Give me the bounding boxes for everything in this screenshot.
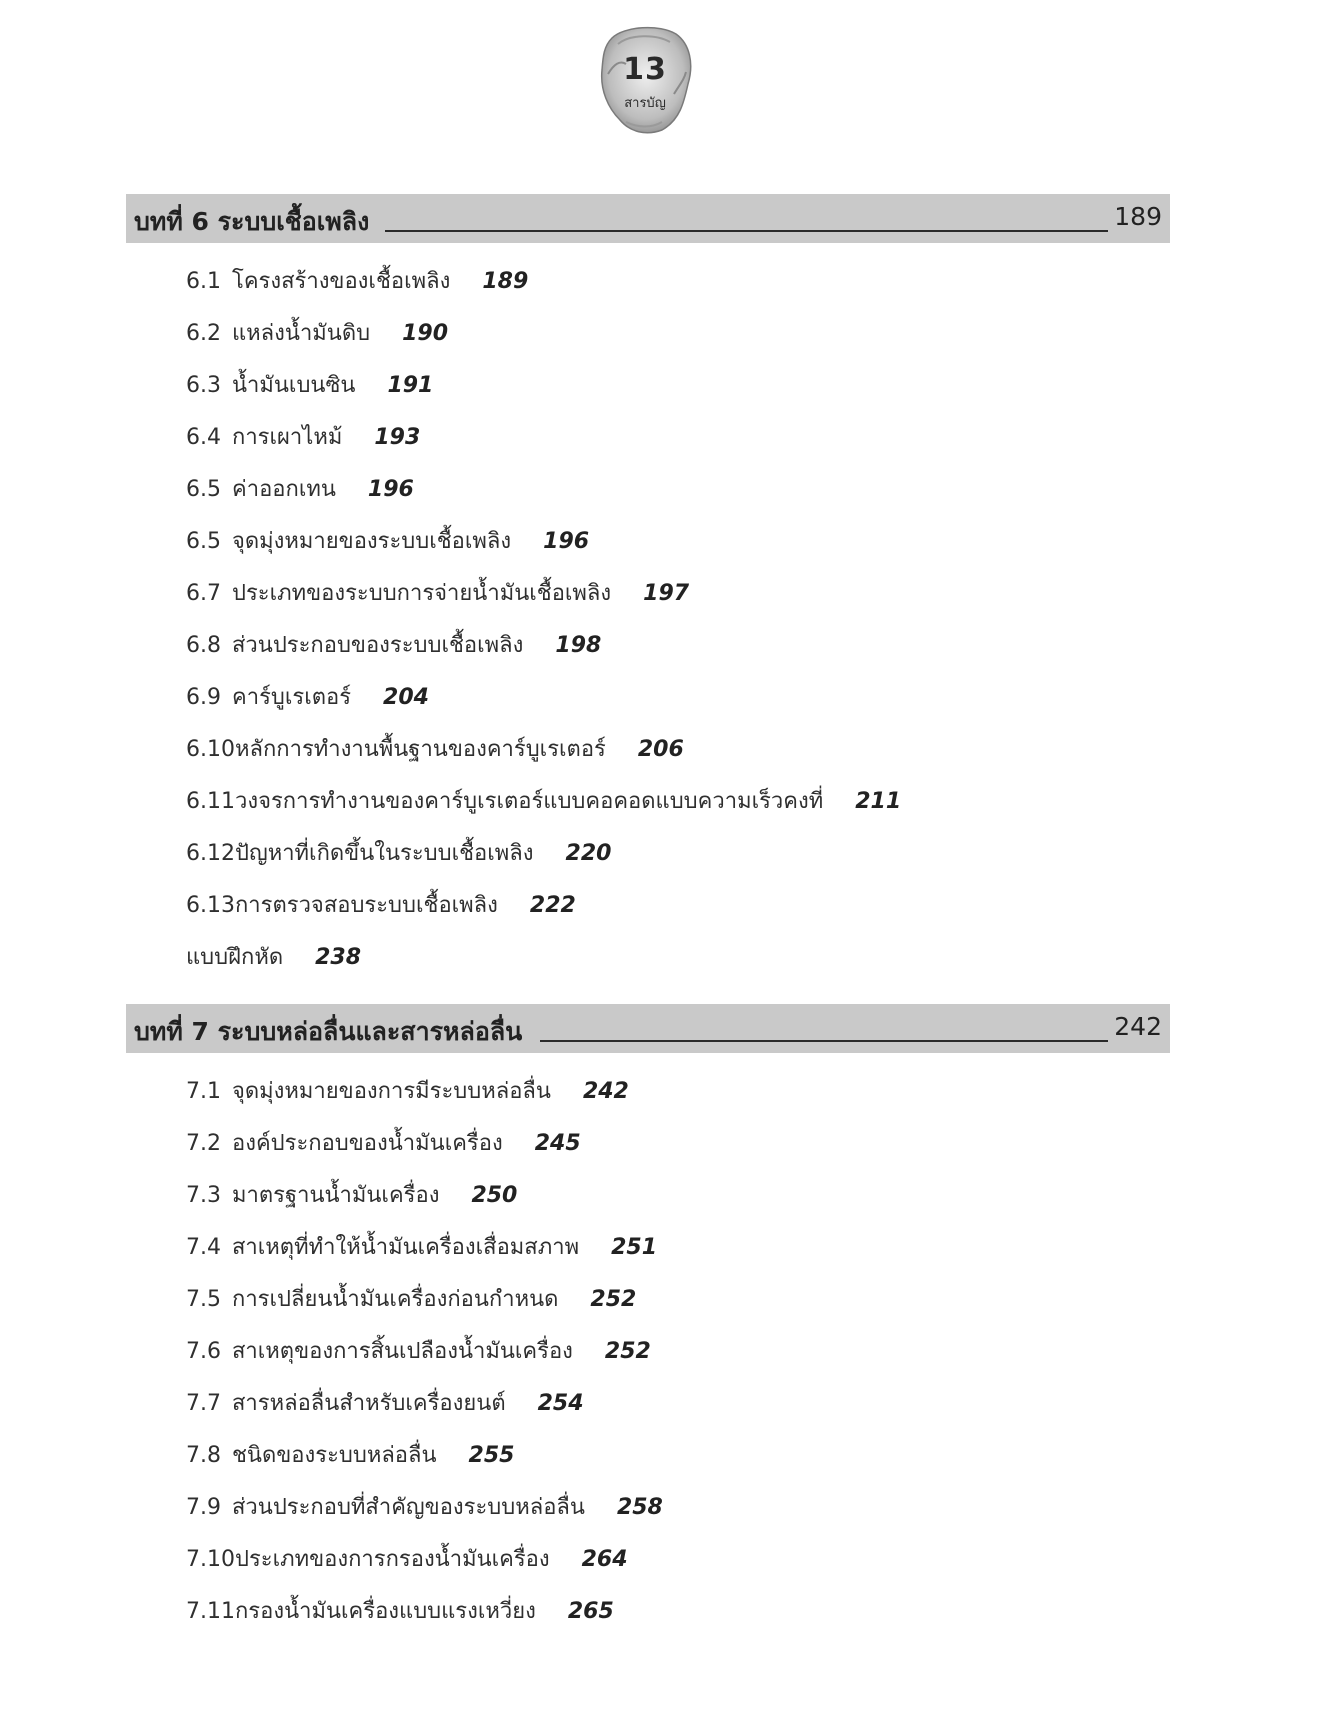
entry-page: 196	[367, 477, 414, 502]
toc-entry[interactable]	[186, 880, 901, 932]
toc-entry[interactable]	[186, 672, 901, 724]
entry-number: 6.7	[186, 581, 221, 606]
entry-page: 250	[471, 1183, 518, 1208]
toc-entry[interactable]	[186, 776, 901, 828]
entry-page: 204	[383, 685, 429, 710]
entry-title: สาเหตุที่ทำให้น้ำมันเครื่องเสื่อมสภาพ	[232, 1235, 580, 1260]
entry-number: 7.9	[186, 1495, 221, 1520]
chapter-header	[126, 194, 1170, 243]
toc-entry[interactable]	[186, 1482, 663, 1534]
entry-title: หลักการทำงานพื้นฐานของคาร์บูเรเตอร์	[234, 737, 606, 762]
entry-title: คาร์บูเรเตอร์	[232, 685, 352, 710]
entry-number: 7.1	[186, 1079, 221, 1104]
entry-number: 7.3	[186, 1183, 221, 1208]
toc-entry[interactable]	[186, 256, 901, 308]
entry-title: การเผาไหม้	[232, 425, 343, 450]
entry-number: 7.10	[186, 1547, 235, 1572]
chapter-header	[126, 1004, 1170, 1053]
entry-page: 190	[402, 321, 449, 346]
toc-entry[interactable]	[186, 1274, 663, 1326]
entry-title: แบบฝึกหัด	[186, 945, 284, 970]
toc-entry[interactable]	[186, 308, 901, 360]
toc-entry[interactable]	[186, 1170, 663, 1222]
entry-title: ปัญหาที่เกิดขึ้นในระบบเชื้อเพลิง	[234, 841, 534, 866]
entry-page: 220	[565, 841, 612, 866]
leader-line	[540, 1040, 1108, 1042]
entry-number: 6.5	[186, 477, 221, 502]
entry-title: ส่วนประกอบของระบบเชื้อเพลิง	[232, 633, 524, 658]
page-number: 13	[623, 52, 667, 87]
entry-page: 254	[537, 1391, 584, 1416]
toc-entry[interactable]	[186, 516, 901, 568]
entry-page: 211	[855, 789, 902, 814]
entry-page: 193	[374, 425, 421, 450]
entry-title: สาเหตุของการสิ้นเปลืองน้ำมันเครื่อง	[232, 1339, 573, 1364]
entry-number: 6.2	[186, 321, 221, 346]
entry-page: 196	[543, 529, 590, 554]
entry-title: จุดมุ่งหมายของระบบเชื้อเพลิง	[232, 529, 512, 554]
entry-page: 255	[468, 1443, 515, 1468]
entry-title: องค์ประกอบของน้ำมันเครื่อง	[232, 1131, 503, 1156]
toc-entry[interactable]	[186, 360, 901, 412]
toc-entry[interactable]	[186, 1066, 663, 1118]
chapter-page: 242	[1114, 1012, 1162, 1041]
entry-page: 198	[555, 633, 602, 658]
entry-number: 6.12	[186, 841, 235, 866]
entry-title: น้ำมันเบนซิน	[232, 373, 356, 398]
entry-title: การตรวจสอบระบบเชื้อเพลิง	[234, 893, 498, 918]
entry-page: 264	[581, 1547, 628, 1572]
entry-title: โครงสร้างของเชื้อเพลิง	[232, 269, 451, 294]
entry-number: 7.4	[186, 1235, 221, 1260]
entry-page: 252	[590, 1287, 637, 1312]
toc-entry[interactable]	[186, 1378, 663, 1430]
entry-number: 7.11	[186, 1599, 235, 1624]
toc-entry[interactable]	[186, 1586, 663, 1638]
entry-page: 252	[604, 1339, 651, 1364]
entry-title: จุดมุ่งหมายของการมีระบบหล่อลื่น	[232, 1079, 551, 1104]
entry-page: 206	[637, 737, 684, 762]
toc-entry[interactable]	[186, 620, 901, 672]
entry-number: 6.1	[186, 269, 221, 294]
entry-number: 7.2	[186, 1131, 221, 1156]
toc-entry[interactable]	[186, 1118, 663, 1170]
entry-number: 6.5	[186, 529, 221, 554]
entry-title: ส่วนประกอบที่สำคัญของระบบหล่อลื่น	[232, 1495, 585, 1520]
toc-entry[interactable]	[186, 1430, 663, 1482]
entry-page: 265	[567, 1599, 614, 1624]
entry-number: 7.5	[186, 1287, 221, 1312]
entry-title: สารหล่อลื่นสำหรับเครื่องยนต์	[232, 1391, 506, 1416]
toc-entry[interactable]	[186, 412, 901, 464]
leader-line	[385, 230, 1108, 232]
entry-page: 189	[482, 269, 529, 294]
chapter-title: บทที่ 6 ระบบเชื้อเพลิง	[134, 207, 370, 236]
entry-number: 6.13	[186, 893, 235, 918]
entry-number: 6.4	[186, 425, 221, 450]
entry-title: มาตรฐานน้ำมันเครื่อง	[232, 1183, 440, 1208]
entry-page: 191	[387, 373, 434, 398]
entry-number: 7.8	[186, 1443, 221, 1468]
entry-number: 6.8	[186, 633, 221, 658]
entry-title: ชนิดของระบบหล่อลื่น	[232, 1443, 437, 1468]
entry-page: 242	[582, 1079, 629, 1104]
entry-number: 6.9	[186, 685, 221, 710]
entry-title: การเปลี่ยนน้ำมันเครื่องก่อนกำหนด	[232, 1287, 559, 1312]
page-badge	[590, 24, 700, 136]
entry-number: 7.6	[186, 1339, 221, 1364]
toc-entry-exercises[interactable]	[186, 932, 901, 984]
toc-entry[interactable]	[186, 464, 901, 516]
toc-entry[interactable]	[186, 1222, 663, 1274]
toc-entry[interactable]	[186, 568, 901, 620]
toc-list	[186, 256, 901, 984]
entry-title: วงจรการทำงานของคาร์บูเรเตอร์แบบคอคอดแบบความเร็วคงที่	[234, 789, 824, 814]
chapter-title: บทที่ 7 ระบบหล่อลื่นและสารหล่อลื่น	[134, 1017, 523, 1046]
toc-entry[interactable]	[186, 1534, 663, 1586]
toc-list	[186, 1066, 663, 1638]
entry-number: 6.10	[186, 737, 235, 762]
entry-page: 197	[643, 581, 690, 606]
toc-label: สารบัญ	[624, 96, 666, 111]
toc-entry[interactable]	[186, 1326, 663, 1378]
entry-number: 6.11	[186, 789, 235, 814]
entry-number: 7.7	[186, 1391, 221, 1416]
toc-entry[interactable]	[186, 724, 901, 776]
entry-title: ประเภทของการกรองน้ำมันเครื่อง	[234, 1547, 550, 1572]
entry-page: 245	[534, 1131, 581, 1156]
entry-page: 251	[611, 1235, 658, 1260]
entry-page: 258	[616, 1495, 663, 1520]
entry-title: ประเภทของระบบการจ่ายน้ำมันเชื้อเพลิง	[232, 581, 612, 606]
toc-entry[interactable]	[186, 828, 901, 880]
entry-page: 238	[315, 945, 362, 970]
chapter-page: 189	[1114, 202, 1162, 231]
entry-title: แหล่งน้ำมันดิบ	[232, 321, 371, 346]
entry-title: กรองน้ำมันเครื่องแบบแรงเหวี่ยง	[234, 1599, 536, 1624]
entry-title: ค่าออกเทน	[232, 477, 336, 502]
entry-number: 6.3	[186, 373, 221, 398]
entry-page: 222	[529, 893, 576, 918]
